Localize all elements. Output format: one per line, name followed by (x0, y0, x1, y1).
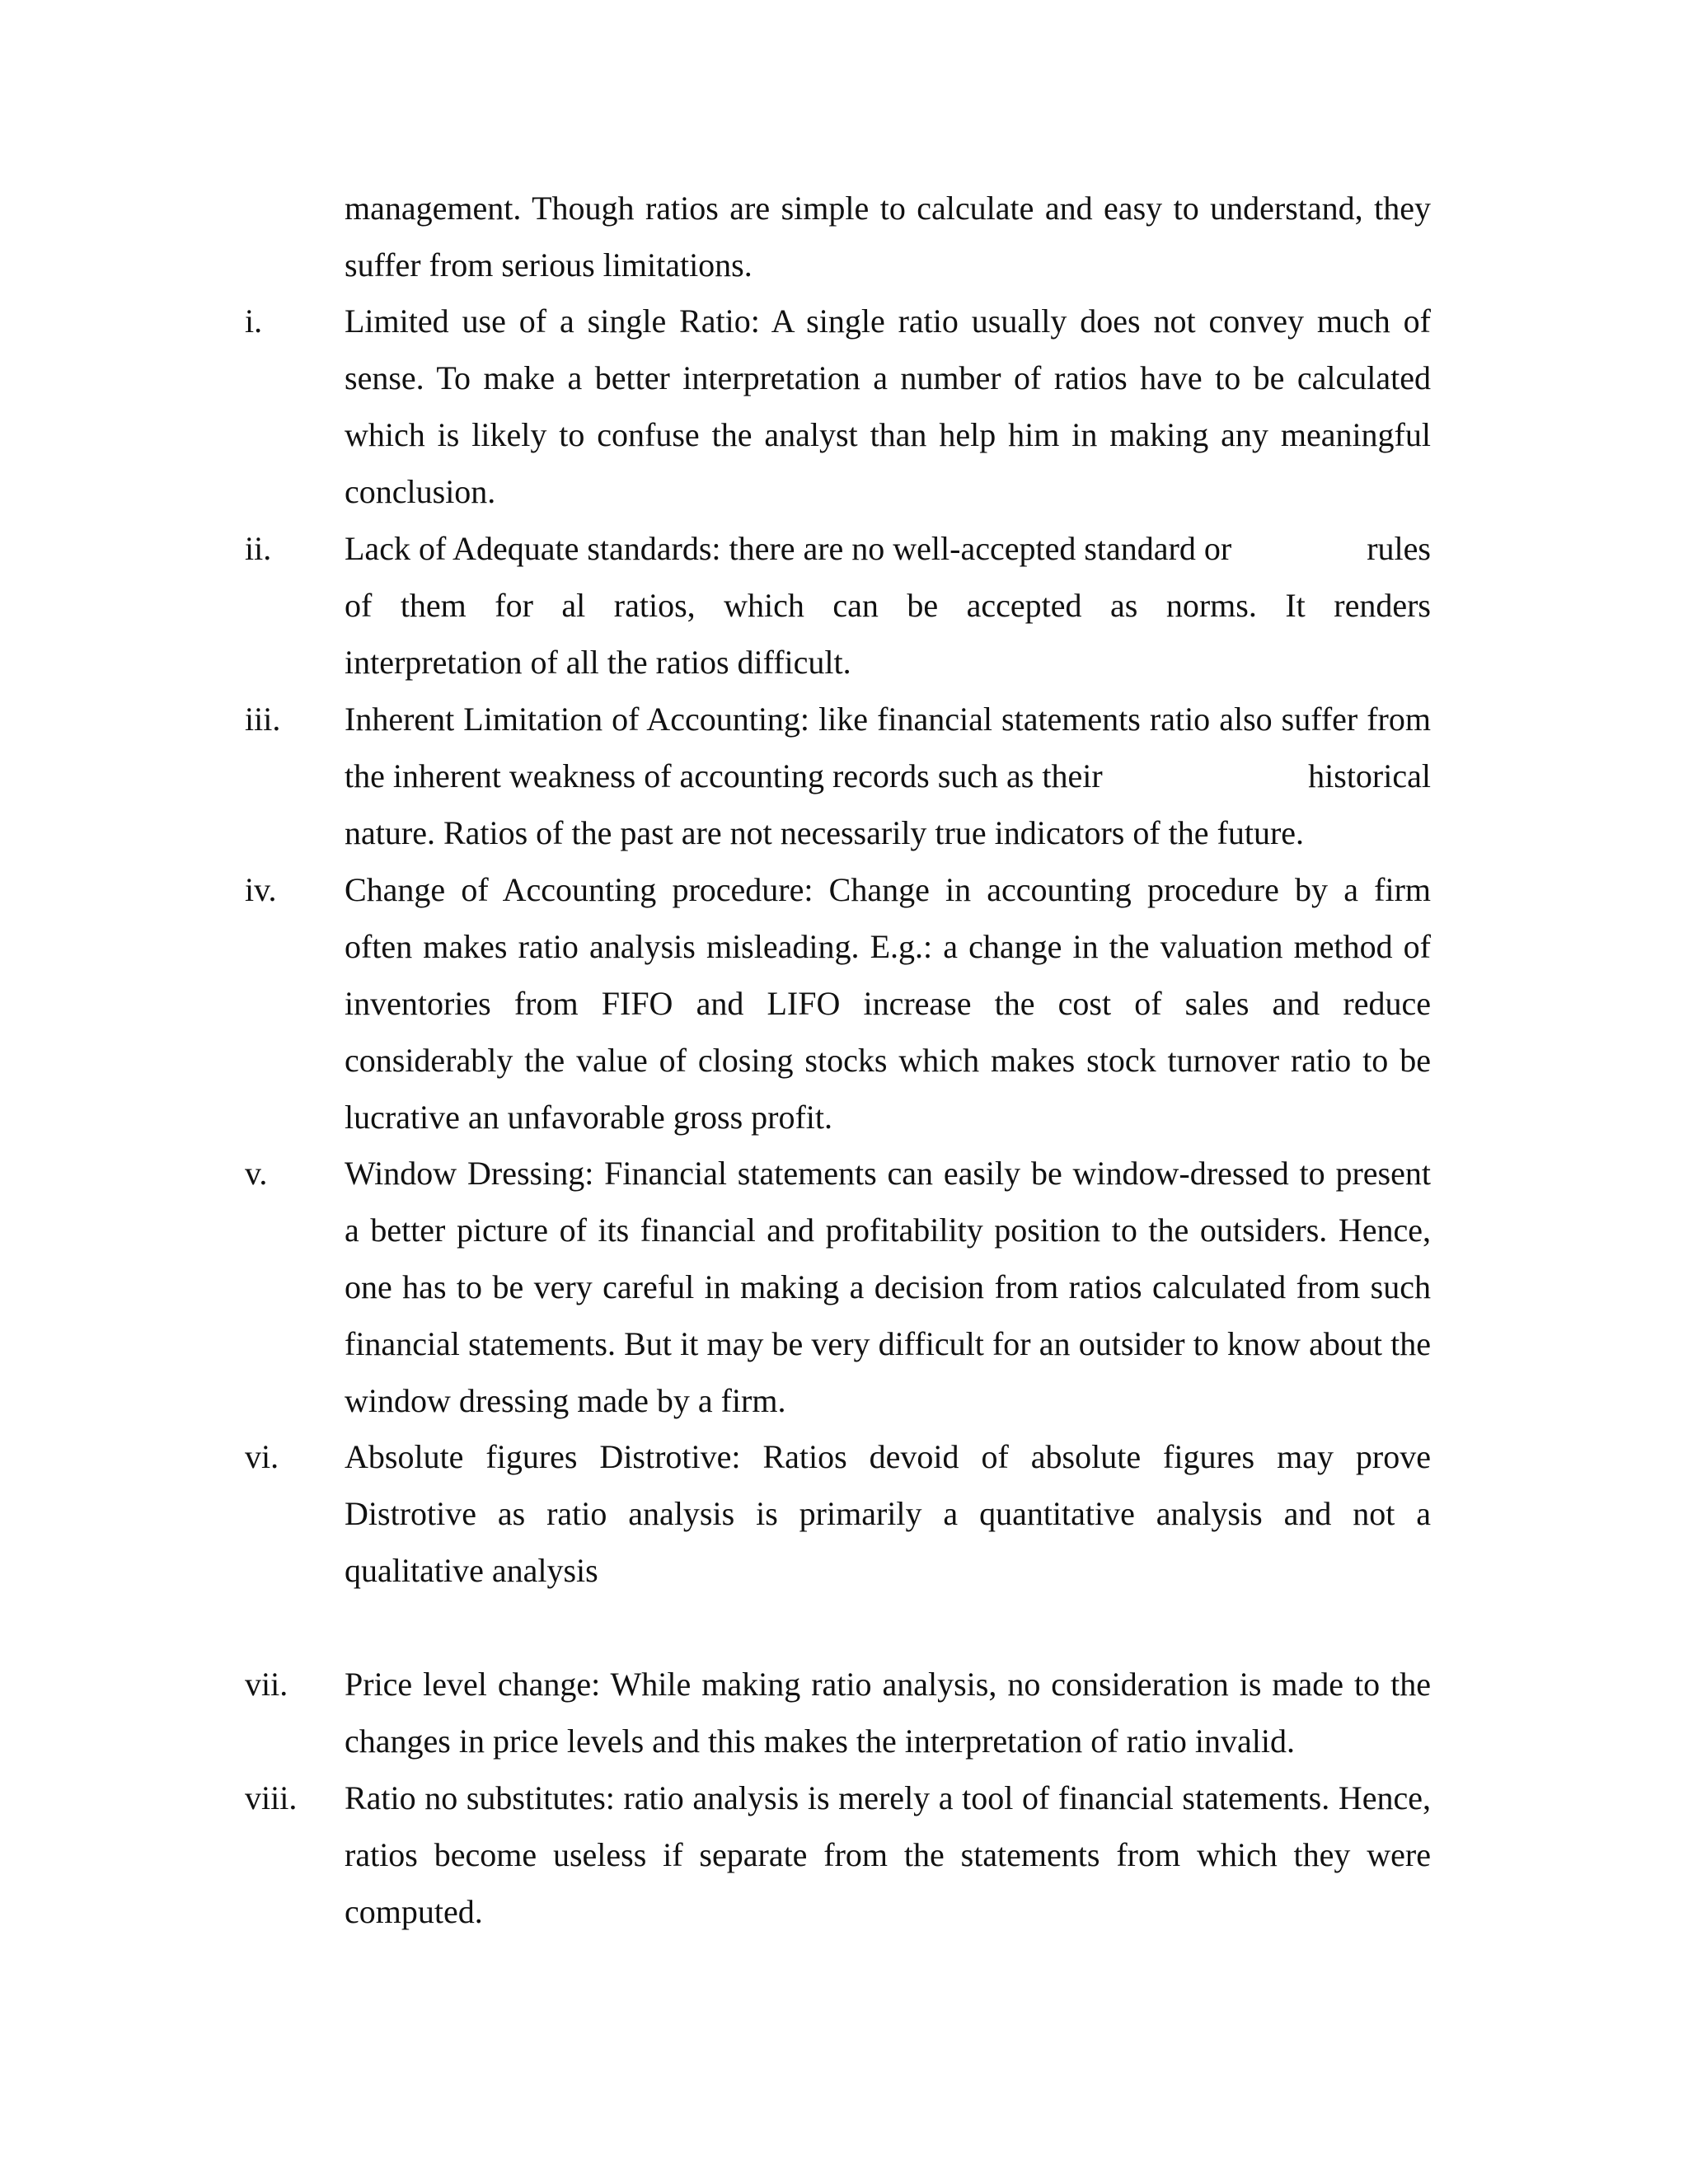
item-text (345, 691, 1431, 861)
text-line: qualitative analysis (345, 1552, 598, 1589)
text-line: sense. To make a better interpretation a number of ratios have to be calculated (345, 359, 1431, 396)
item-number: iii. (245, 701, 281, 738)
item-number: ii. (245, 530, 272, 567)
text-line: lucrative an unfavorable gross profit. (345, 1099, 833, 1136)
text-line: considerably the value of closing stocks which makes stock turnover ratio to be (345, 1042, 1431, 1079)
text-line: changes in price levels and this makes the interpretation of ratio invalid. (345, 1722, 1295, 1760)
text-segment: rules (1367, 530, 1431, 567)
text-line: Change of Accounting procedure: Change in accounting procedure by a firm (345, 871, 1431, 908)
text-line: window dressing made by a firm. (345, 1382, 786, 1419)
item-text (345, 520, 1431, 691)
text-line: conclusion. (345, 473, 496, 510)
item-number: vi. (245, 1438, 279, 1475)
text-segment: historical (1308, 757, 1431, 794)
item-text (345, 1145, 1431, 1429)
item-text (345, 1769, 1431, 1940)
text-segment: the inherent weakness of accounting records such as their (345, 757, 1103, 794)
text-line: Inherent Limitation of Accounting: like financial statements ratio also suffer from (345, 701, 1431, 738)
text-line-split (345, 748, 1431, 804)
text-segment: Lack of Adequate standards: there are no well-accepted standard or (345, 530, 1232, 567)
text-line: management. Though ratios are simple to calculate and easy to understand, they (345, 190, 1431, 227)
item-text (345, 1656, 1431, 1769)
item-number: i. (245, 302, 263, 340)
text-line: of them for al ratios, which can be accepted as norms. It renders (345, 587, 1431, 624)
text-line: which is likely to confuse the analyst than help him in making any meaningful (345, 416, 1431, 453)
text-line: computed. (345, 1893, 483, 1930)
text-line: inventories from FIFO and LIFO increase the cost of sales and reduce (345, 985, 1431, 1022)
text-line: often makes ratio analysis misleading. E.g.: a change in the valuation method of (345, 928, 1431, 965)
text-line: financial statements. But it may be very difficult for an outsider to know about the (345, 1325, 1431, 1362)
text-line: suffer from serious limitations. (345, 246, 753, 284)
intro-paragraph (345, 180, 1431, 293)
text-line: one has to be very careful in making a decision from ratios calculated from such (345, 1268, 1431, 1305)
item-text (345, 1428, 1431, 1599)
text-line: ratios become useless if separate from the statements from which they were (345, 1836, 1431, 1873)
item-number: vii. (245, 1666, 288, 1703)
text-line-split (345, 520, 1431, 577)
text-line: Absolute figures Distrotive: Ratios devoid of absolute figures may prove (345, 1438, 1431, 1475)
text-line: Price level change: While making ratio analysis, no consideration is made to the (345, 1666, 1431, 1703)
item-text (345, 293, 1431, 520)
text-line: Ratio no substitutes: ratio analysis is merely a tool of financial statements. Hence, (345, 1779, 1431, 1816)
text-line: interpretation of all the ratios difficult. (345, 644, 851, 681)
text-line: Limited use of a single Ratio: A single ratio usually does not convey much of (345, 302, 1431, 340)
text-line: nature. Ratios of the past are not necessarily true indicators of the future. (345, 814, 1305, 851)
item-number: iv. (245, 871, 277, 908)
text-line: Window Dressing: Financial statements can easily be window-dressed to present (345, 1155, 1431, 1192)
item-number: viii. (245, 1779, 298, 1816)
text-line: a better picture of its financial and profitability position to the outsiders. Hence, (345, 1212, 1431, 1249)
item-number: v. (245, 1155, 268, 1192)
text-line: Distrotive as ratio analysis is primarily a quantitative analysis and not a (345, 1495, 1431, 1532)
item-text (345, 861, 1431, 1146)
